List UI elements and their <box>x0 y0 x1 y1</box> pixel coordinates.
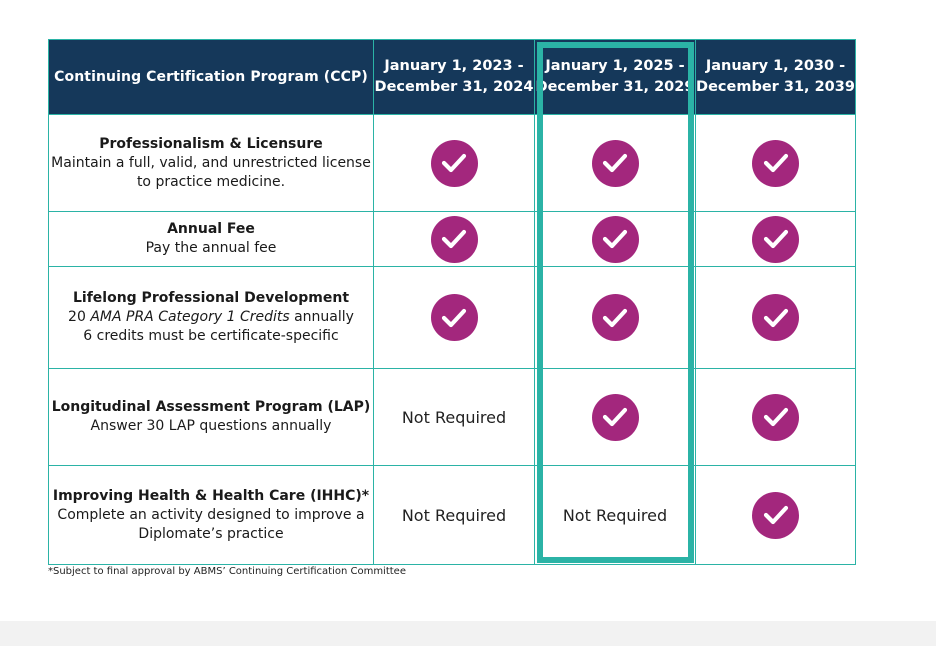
credits-count: 20 <box>68 309 91 325</box>
requirement-title: Improving Health & Health Care (IHHC)* <box>52 487 370 504</box>
checkmark-circle-icon <box>592 294 639 341</box>
checkmark-circle-icon <box>431 140 478 187</box>
checkmark-circle-icon <box>752 216 799 263</box>
status-cell <box>695 368 856 466</box>
period-start: January 1, 2030 - <box>705 58 846 74</box>
status-cell <box>373 114 535 212</box>
requirement-desc: to practice medicine. <box>136 173 286 190</box>
status-cell <box>373 465 535 565</box>
requirement-desc: Pay the annual fee <box>145 240 277 256</box>
row-professionalism-label <box>48 114 374 212</box>
row-lap-label <box>48 368 374 466</box>
header-period-2023 <box>373 39 535 115</box>
checkmark-circle-icon <box>752 140 799 187</box>
row-annual-fee-label <box>48 211 374 267</box>
row-ihhc-label <box>48 465 374 565</box>
bottom-band <box>0 621 936 646</box>
ccp-requirements-table <box>48 39 856 565</box>
status-cell <box>534 266 696 369</box>
checkmark-circle-icon <box>752 394 799 441</box>
status-cell <box>695 114 856 212</box>
header-period-2025 <box>534 39 696 115</box>
requirement-title: Professionalism & Licensure <box>99 135 323 152</box>
status-cell <box>695 266 856 369</box>
requirement-desc: Answer 30 LAP questions annually <box>90 418 332 434</box>
credits-type: AMA PRA Category 1 Credits <box>90 309 290 325</box>
not-required-text: Not Required <box>401 407 507 427</box>
requirement-desc <box>68 308 354 327</box>
status-cell <box>534 114 696 212</box>
requirement-title: Lifelong Professional Development <box>72 290 350 306</box>
period-end: December 31, 2029 <box>535 79 695 95</box>
checkmark-circle-icon <box>592 140 639 187</box>
not-required-text: Not Required <box>401 505 507 525</box>
status-cell <box>695 211 856 267</box>
period-start: January 1, 2023 - <box>384 58 524 74</box>
requirement-desc: Maintain a full, valid, and unrestricted license <box>51 154 371 171</box>
period-end: December 31, 2039 <box>696 79 855 95</box>
status-cell <box>534 211 696 267</box>
row-lifelong-development-label <box>48 266 374 369</box>
requirement-desc: Diplomate’s practice <box>138 525 284 542</box>
checkmark-circle-icon <box>592 216 639 263</box>
header-program-label: Continuing Certification Program (CCP) <box>54 69 368 85</box>
checkmark-circle-icon <box>592 394 639 441</box>
requirement-desc: 6 credits must be certificate-specific <box>83 328 339 344</box>
checkmark-circle-icon <box>752 492 799 539</box>
credits-frequency: annually <box>289 309 354 325</box>
status-cell <box>373 266 535 369</box>
header-period-2030 <box>695 39 856 115</box>
period-end: December 31, 2024 <box>374 79 534 95</box>
checkmark-circle-icon <box>431 216 478 263</box>
status-cell <box>373 368 535 466</box>
checkmark-circle-icon <box>431 294 478 341</box>
requirement-desc: Complete an activity designed to improve a <box>57 506 365 523</box>
status-cell <box>695 465 856 565</box>
not-required-text: Not Required <box>562 505 668 525</box>
requirement-title: Longitudinal Assessment Program (LAP) <box>51 399 371 415</box>
footnote: *Subject to final approval by ABMS’ Continuing Certification Committee <box>48 566 406 577</box>
header-program <box>48 39 374 115</box>
checkmark-circle-icon <box>752 294 799 341</box>
status-cell <box>534 368 696 466</box>
status-cell <box>373 211 535 267</box>
requirement-title: Annual Fee <box>167 221 255 237</box>
status-cell <box>534 465 696 565</box>
period-start: January 1, 2025 - <box>545 58 685 74</box>
